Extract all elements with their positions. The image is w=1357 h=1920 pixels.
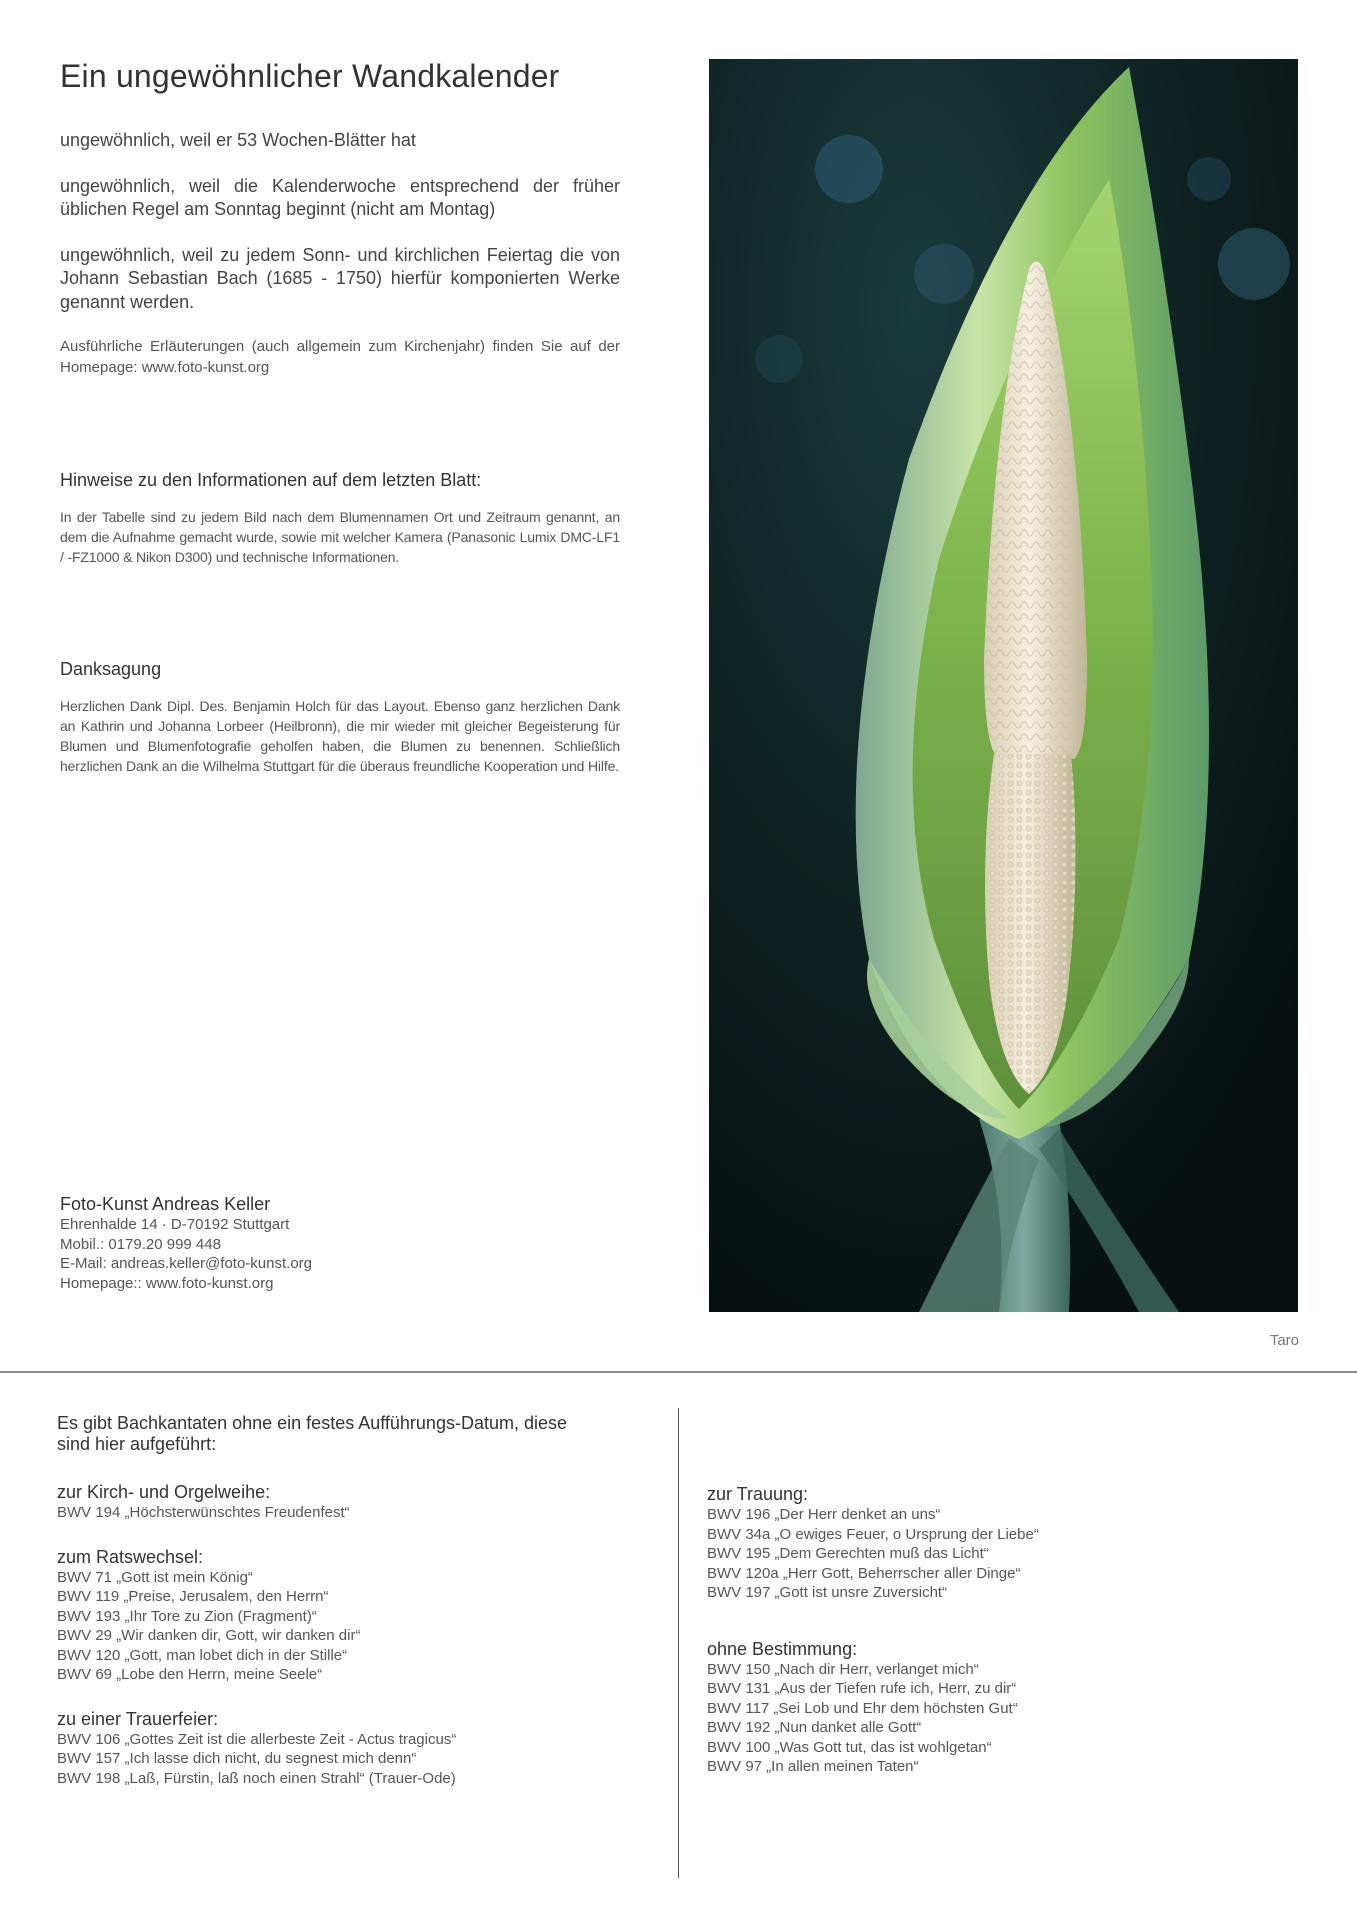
section-divider: [0, 1371, 1357, 1373]
group-trauung: [707, 1484, 1307, 1603]
hints-text: In der Tabelle sind zu jedem Bild nach dem Blumennamen Ort und Zeitraum genannt, an dem die Aufnahme gemacht wurde, sowie mit welcher Kamera (Panasonic Lumix DMC-LF1 / -FZ1000 & Nikon D300) und technische Informationen.: [60, 509, 620, 565]
cantata-item: BWV 196 „Der Herr denket an uns“: [707, 1506, 941, 1523]
group-heading: zum Ratswechsel:: [57, 1546, 204, 1567]
intro-line-3: ungewöhnlich, weil zu jedem Sonn- und kirchlichen Feiertag die von Johann Sebastian Bach (1685 - 1750) hierfür komponierten Werke genannt werden.: [60, 244, 620, 312]
cantata-item: BWV 120a „Herr Gott, Beherrscher aller Dinge“: [707, 1564, 1021, 1582]
contact-block: [60, 1193, 460, 1293]
intro-column: [60, 58, 620, 776]
group-kirchweihe: [57, 1482, 657, 1523]
cantatas-intro: Es gibt Bachkantaten ohne ein festes Aufführungs-Datum, diese sind hier aufgeführt:: [57, 1413, 567, 1454]
cantata-item: BWV 71 „Gott ist mein König“: [57, 1568, 253, 1586]
hints-section: [60, 470, 620, 567]
cantata-item: BWV 117 „Sei Lob und Ehr dem höchsten Gut“: [707, 1699, 1018, 1717]
cantata-item: BWV 106 „Gottes Zeit ist die allerbeste Zeit - Actus tragicus“: [57, 1730, 457, 1748]
cantatas-right-column: [707, 1484, 1307, 1801]
taro-illustration: [709, 59, 1298, 1312]
cantata-item: BWV 198 „Laß, Fürstin, laß noch einen Strahl“ (Trauer-Ode): [57, 1769, 456, 1787]
group-heading: ohne Bestimmung:: [707, 1638, 858, 1659]
page-title: Ein ungewöhnlicher Wandkalender: [60, 58, 560, 94]
group-heading: zur Kirch- und Orgelweihe:: [57, 1482, 271, 1502]
taro-photo: [709, 59, 1298, 1312]
cantata-item: BWV 119 „Preise, Jerusalem, den Herrn“: [57, 1588, 329, 1605]
cantata-item: BWV 97 „In allen meinen Taten“: [707, 1758, 919, 1775]
cantata-item: BWV 100 „Was Gott tut, das ist wohlgetan“: [707, 1738, 992, 1756]
group-heading: zur Trauung:: [707, 1484, 809, 1504]
details-note: Ausführliche Erläuterungen (auch allgemein zum Kirchenjahr) finden Sie auf der Homepage: www.foto-kunst.org: [60, 338, 620, 376]
cantata-item: BWV 195 „Dem Gerechten muß das Licht“: [707, 1545, 989, 1562]
contact-homepage[interactable]: Homepage:: www.foto-kunst.org: [60, 1274, 274, 1292]
cantata-item: BWV 150 „Nach dir Herr, verlanget mich“: [707, 1660, 979, 1678]
photo-caption: Taro: [1269, 1332, 1299, 1349]
hints-heading: Hinweise zu den Informationen auf dem letzten Blatt:: [60, 470, 482, 490]
intro-line-2: ungewöhnlich, weil die Kalenderwoche entsprechend der früher üblichen Regel am Sonntag beginnt (nicht am Montag): [60, 175, 620, 219]
contact-phone: Mobil.: 0179.20 999 448: [60, 1235, 221, 1253]
contact-name: Foto-Kunst Andreas Keller: [60, 1194, 271, 1214]
cantata-item: BWV 34a „O ewiges Feuer, o Ursprung der Liebe“: [707, 1525, 1039, 1543]
column-divider: [678, 1408, 679, 1878]
contact-email[interactable]: E-Mail: andreas.keller@foto-kunst.org: [60, 1255, 312, 1272]
cantata-item: BWV 194 „Höchsterwünschtes Freudenfest“: [57, 1504, 350, 1521]
thanks-section: [60, 659, 620, 776]
cantata-item: BWV 29 „Wir danken dir, Gott, wir danken dir“: [57, 1627, 361, 1644]
cantata-item: BWV 157 „Ich lasse dich nicht, du segnest mich denn“: [57, 1750, 417, 1767]
intro-line-1: ungewöhnlich, weil er 53 Wochen-Blätter hat: [60, 130, 416, 150]
thanks-heading: Danksagung: [60, 659, 162, 679]
thanks-text: Herzlichen Dank Dipl. Des. Benjamin Holch für das Layout. Ebenso ganz herzlichen Dank an Kathrin und Johanna Lorbeer (Heilbronn), die mir wieder mit gleicher Begeisterung für Blumen und Blumenfotografie geholfen haben, die Blumen zu benennen. Schließlich herzlichen Dank an die Wilhelma Stuttgart für die überaus freundliche Kooperation und Hilfe.: [60, 698, 620, 774]
group-trauerfeier: [57, 1709, 657, 1789]
group-ratswechsel: [57, 1547, 657, 1685]
group-ohne-bestimmung: [707, 1639, 1307, 1777]
cantata-item: BWV 197 „Gott ist unsre Zuversicht“: [707, 1584, 948, 1601]
cantata-item: BWV 69 „Lobe den Herrn, meine Seele“: [57, 1666, 323, 1683]
cantata-item: BWV 120 „Gott, man lobet dich in der Stille“: [57, 1646, 348, 1664]
cantata-item: BWV 131 „Aus der Tiefen rufe ich, Herr, zu dir“: [707, 1680, 1017, 1697]
cantatas-left-column: [57, 1413, 657, 1812]
cantata-item: BWV 193 „Ihr Tore zu Zion (Fragment)“: [57, 1607, 317, 1625]
group-heading: zu einer Trauerfeier:: [57, 1708, 219, 1729]
contact-address: Ehrenhalde 14 · D-70192 Stuttgart: [60, 1216, 290, 1233]
cantata-item: BWV 192 „Nun danket alle Gott“: [707, 1719, 922, 1736]
